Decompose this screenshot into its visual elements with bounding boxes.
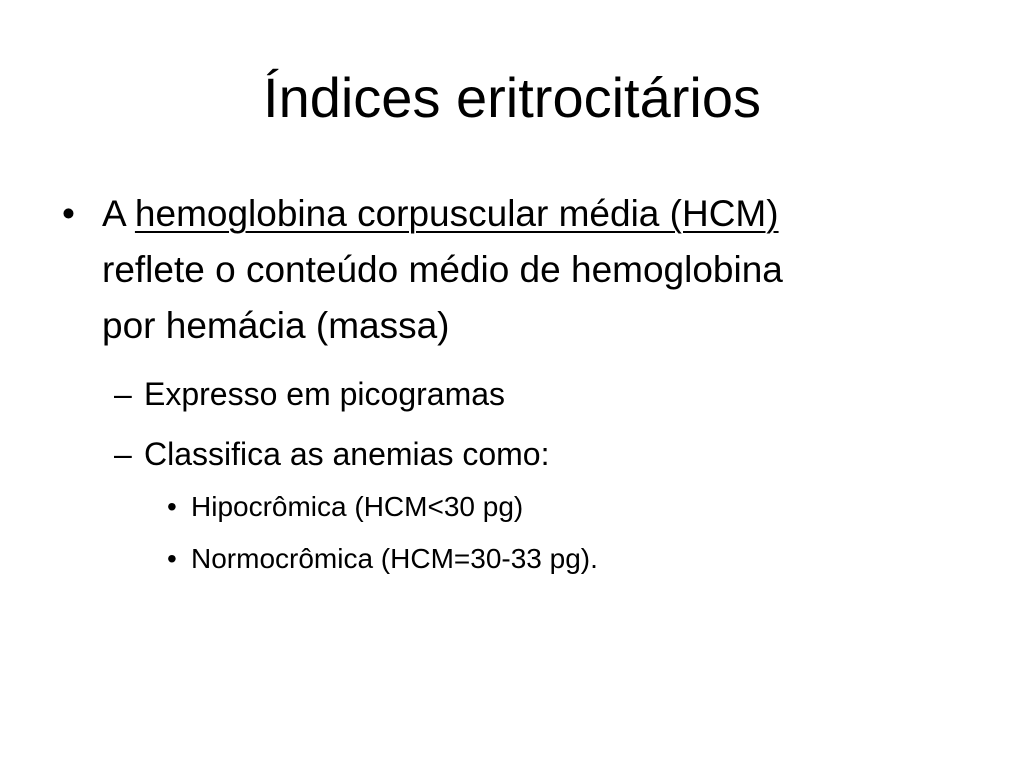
bullet-main-underlined-term: hemoglobina corpuscular média (HCM)	[134, 193, 779, 234]
dash-icon: –	[114, 376, 132, 412]
slide-body	[62, 186, 962, 576]
sub-sub-bullet-1	[167, 490, 962, 524]
slide-title: Índices eritrocitários	[263, 66, 761, 129]
dash-icon: –	[114, 436, 132, 472]
bullet-main-line-2: reflete o conteúdo médio de hemoglobina	[102, 249, 783, 290]
sub-bullet-2-text: Classifica as anemias como:	[144, 436, 550, 472]
sub-sub-bullet-1-text: Hipocrômica (HCM<30 pg)	[191, 491, 524, 522]
bullet-icon: •	[62, 193, 75, 234]
sub-sub-bullet-2-text: Normocrômica (HCM=30-33 pg).	[191, 543, 598, 574]
bullet-main-prefix: A	[102, 193, 135, 234]
bullet-icon: •	[167, 543, 177, 574]
bullet-main-line-3: por hemácia (massa)	[102, 305, 450, 346]
sub-bullet-1-text: Expresso em picogramas	[144, 376, 506, 412]
bullet-main	[62, 186, 962, 354]
sub-sub-bullet-2	[167, 542, 962, 576]
sub-bullet-2	[114, 434, 962, 474]
sub-bullet-1	[114, 374, 962, 414]
bullet-icon: •	[167, 491, 177, 522]
